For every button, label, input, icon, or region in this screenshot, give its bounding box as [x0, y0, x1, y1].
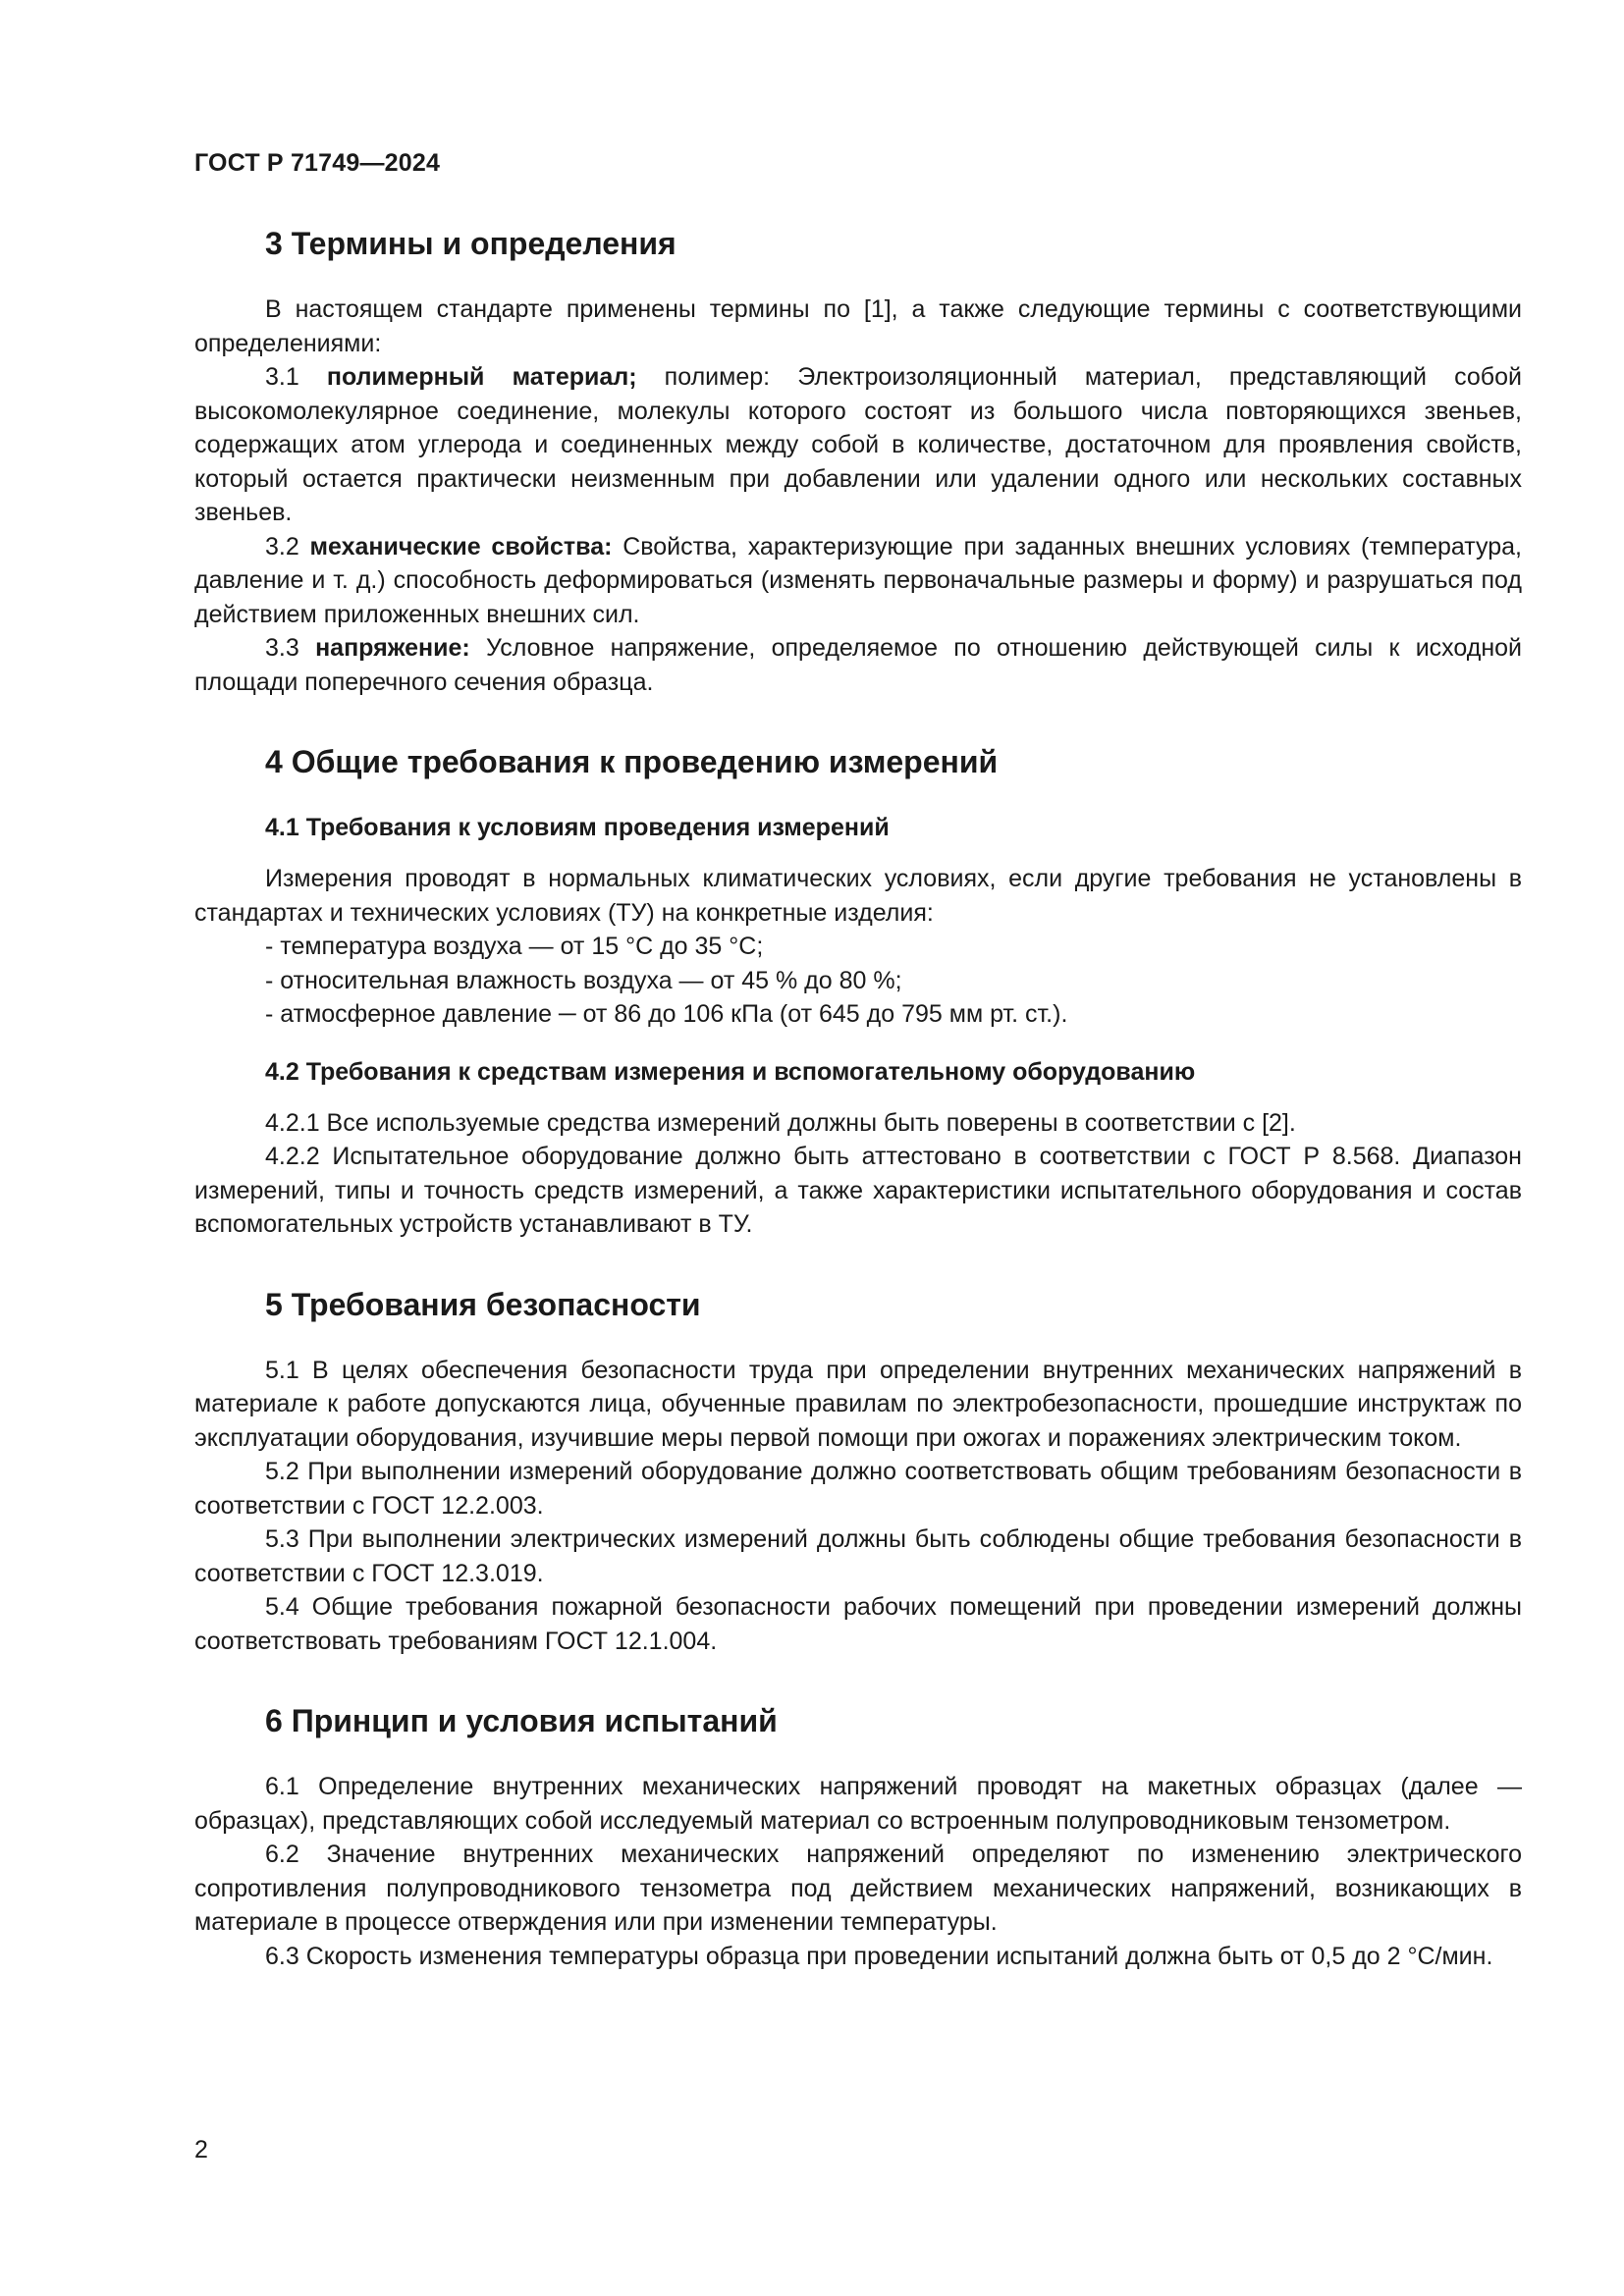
term-3-2-term: механические свойства: [309, 532, 613, 561]
subsection-4-1-title: 4.1 Требования к условиям проведения измерений [265, 814, 890, 841]
list-item: - атмосферное давление ─ от 86 до 106 кПа (от 645 до 795 мм рт. ст.). [265, 1000, 1068, 1028]
term-3-1-number: 3.1 [265, 363, 327, 391]
section-3-intro: В настоящем стандарте применены термины по [1], а также следующие термины с соответствующими определениями: [194, 295, 1522, 357]
paragraph-6-3: 6.3 Скорость изменения температуры образца при проведении испытаний должна быть от 0,5 до 2 °С/мин. [265, 1942, 1493, 1970]
term-3-3-number: 3.3 [265, 634, 316, 662]
page-number: 2 [194, 2136, 208, 2163]
term-3-3 [194, 631, 1522, 699]
section-5 [194, 1285, 1522, 1659]
section-5-title: 5 Требования безопасности [265, 1286, 701, 1322]
term-3-2-number: 3.2 [265, 532, 310, 561]
term-3-3-term: напряжение: [315, 634, 470, 662]
subsection-4-2-title: 4.2 Требования к средствам измерения и вспомогательному оборудованию [265, 1057, 1196, 1086]
paragraph-4-2-2: 4.2.2 Испытательное оборудование должно быть аттестовано в соответствии с ГОСТ Р 8.568. Диапазон измерений, типы и точность средств измерений, а также характеристики испытательного оборудования и состав вспомогательных устройств устанавливают в ТУ. [194, 1143, 1522, 1238]
document-id: ГОСТ Р 71749—2024 [194, 149, 441, 177]
section-3 [194, 224, 1522, 699]
list-item: - относительная влажность воздуха — от 45 % до 80 %; [265, 966, 902, 994]
paragraph-5-3: 5.3 При выполнении электрических измерений должны быть соблюдены общие требования безопасности в соответствии с ГОСТ 12.3.019. [194, 1525, 1522, 1587]
term-3-1-term: полимерный материал; [326, 363, 637, 391]
term-3-2 [194, 530, 1522, 632]
section-6 [194, 1701, 1522, 1973]
paragraph-5-2: 5.2 При выполнении измерений оборудование должно соответствовать общим требованиям безопасности в соответствии с ГОСТ 12.2.003. [194, 1458, 1522, 1520]
subsection-4-1-text: Измерения проводят в нормальных климатических условиях, если другие требования не установлены в стандартах и технических условиях (ТУ) на конкретные изделия: [194, 865, 1522, 927]
term-3-1 [194, 360, 1522, 530]
section-3-title: 3 Термины и определения [265, 226, 677, 261]
paragraph-5-4: 5.4 Общие требования пожарной безопасности рабочих помещений при проведении измерений должны соответствовать требованиям ГОСТ 12.1.004. [194, 1593, 1522, 1655]
section-6-title: 6 Принцип и условия испытаний [265, 1703, 778, 1738]
term-3-3-definition: Условное напряжение, определяемое по отношению действующей силы к исходной площади поперечного сечения образца. [194, 634, 1523, 696]
paragraph-5-1: 5.1 В целях обеспечения безопасности труда при определении внутренних механических напряжений в материале к работе допускаются лица, обученные правилам по электробезопасности, прошедшие инструктаж по эксплуатации оборудования, изучившие меры первой помощи при ожогах и поражениях электрическим током. [194, 1356, 1522, 1452]
term-3-2-definition: Свойства, характеризующие при заданных внешних условиях (температура, давление и т. д.) способность деформироваться (изменять первоначальные размеры и форму) и разрушаться под действием приложенных внешних сил. [194, 532, 1522, 628]
document-body [194, 224, 1522, 2016]
paragraph-6-2: 6.2 Значение внутренних механических напряжений определяют по изменению электрического сопротивления полупроводникового тензометра под действием механических напряжений, возникающих в материале в процессе отверждения или при изменении температуры. [194, 1841, 1522, 1936]
paragraph-4-2-1: 4.2.1 Все используемые средства измерений должны быть поверены в соответствии с [2]. [265, 1108, 1296, 1137]
list-item: - температура воздуха — от 15 °С до 35 °С; [265, 933, 764, 960]
term-3-1-definition: полимер: Электроизоляционный материал, представляющий собой высокомолекулярное соединение, молекулы которого состоят из большого числа повторяющихся звеньев, содержащих атом углерода и соединенных между собой в количестве, достаточном для проявления свойств, который остается практически неизменным при добавлении или удалении одного или нескольких составных звеньев. [194, 363, 1522, 526]
section-4 [194, 742, 1522, 1242]
section-4-title: 4 Общие требования к проведению измерений [265, 744, 999, 779]
paragraph-6-1: 6.1 Определение внутренних механических напряжений проводят на макетных образцах (далее — образцах), представляющих собой исследуемый материал со встроенным полупроводниковым тензометром. [194, 1773, 1522, 1835]
